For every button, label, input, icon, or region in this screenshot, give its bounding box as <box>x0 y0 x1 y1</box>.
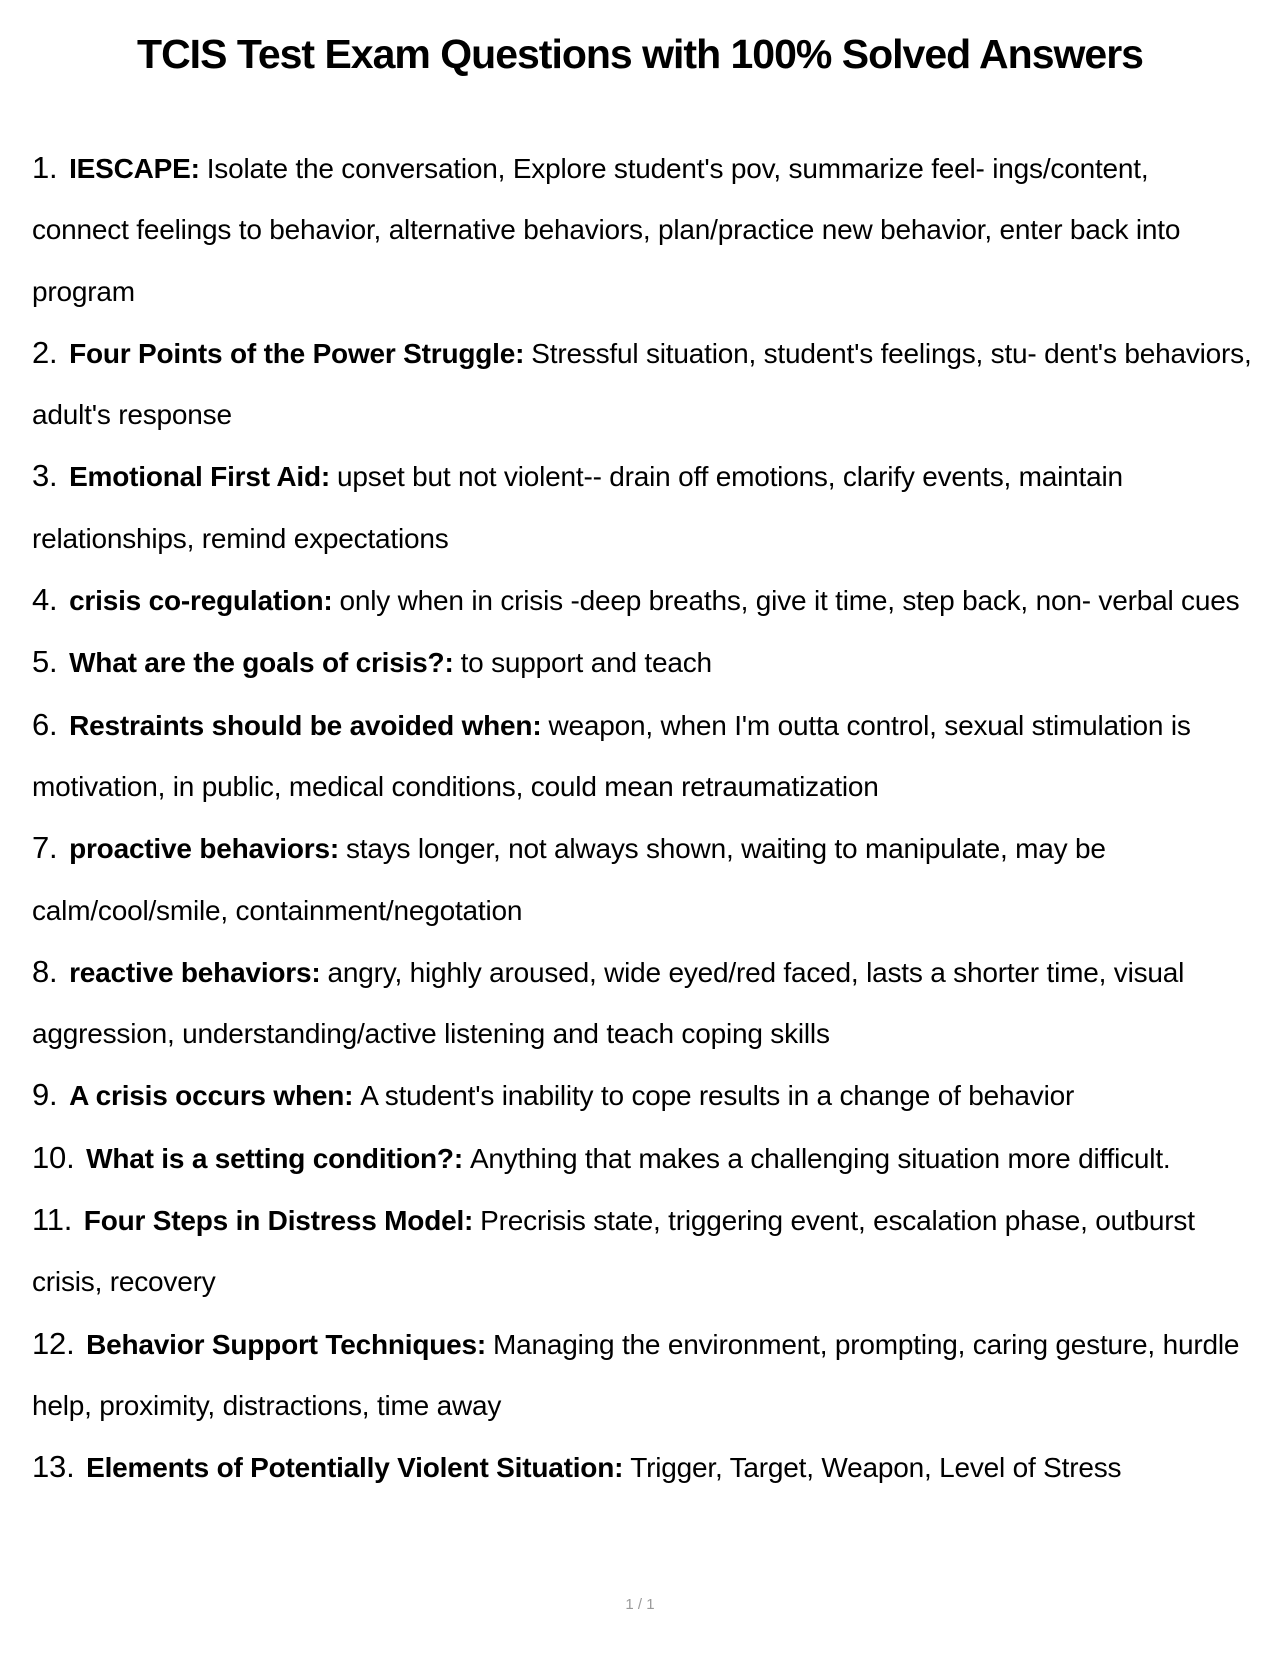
item-answer: Precrisis state, triggering event, escalation phase, outburst crisis, recovery <box>32 1205 1195 1298</box>
item-answer: stays longer, not always shown, waiting to manipulate, may be calm/cool/smile, containment/negotation <box>32 833 1106 926</box>
item-term: reactive behaviors: <box>69 956 321 988</box>
item-number: 4. <box>32 582 58 618</box>
list-item <box>32 1127 1252 1189</box>
item-term: Behavior Support Techniques: <box>86 1328 487 1360</box>
item-answer: to support and teach <box>460 647 712 679</box>
item-term: Elements of Potentially Violent Situation: <box>86 1452 624 1484</box>
page-indicator: 1 / 1 <box>625 1596 655 1613</box>
item-answer: Anything that makes a challenging situation more difficult. <box>469 1142 1171 1174</box>
list-item <box>32 569 1252 631</box>
list-item <box>32 817 1252 941</box>
item-term: Restraints should be avoided when: <box>69 709 542 741</box>
list-item <box>32 941 1252 1065</box>
item-answer: weapon, when I'm outta control, sexual stimulation is motivation, in public, medical conditions, could mean retraumatization <box>32 709 1191 802</box>
item-number: 11. <box>32 1202 73 1238</box>
item-term: What is a setting condition?: <box>86 1142 463 1174</box>
item-number: 3. <box>32 458 58 494</box>
item-term: IESCAPE: <box>69 153 200 184</box>
item-term: Emotional First Aid: <box>69 461 331 493</box>
list-item <box>32 445 1252 569</box>
item-answer: A student's inability to cope results in a change of behavior <box>360 1080 1075 1112</box>
list-item <box>32 631 1252 693</box>
item-number: 8. <box>32 953 58 989</box>
item-number: 13. <box>32 1449 75 1485</box>
item-number: 1. <box>32 150 58 185</box>
item-number: 10. <box>32 1139 75 1175</box>
item-term: A crisis occurs when: <box>69 1080 354 1112</box>
list-item <box>32 137 1252 322</box>
item-term: What are the goals of crisis?: <box>69 647 454 679</box>
item-term: Four Points of the Power Struggle: <box>69 337 525 369</box>
item-number: 5. <box>32 644 58 680</box>
item-term: Four Steps in Distress Model: <box>83 1205 474 1237</box>
list-item <box>32 1313 1252 1437</box>
page-title: TCIS Test Exam Questions with 100% Solved Answers <box>137 31 1143 77</box>
item-answer: only when in crisis -deep breaths, give it time, step back, non- verbal cues <box>339 585 1240 617</box>
list-item <box>32 694 1252 818</box>
list-item <box>32 322 1252 446</box>
list-item <box>32 1436 1252 1498</box>
item-answer: angry, highly aroused, wide eyed/red faced, lasts a shorter time, visual aggression, understanding/active listening and teach coping skills <box>32 956 1185 1050</box>
item-answer: Stressful situation, student's feelings, stu- dent's behaviors, adult's response <box>32 337 1252 431</box>
item-answer: Isolate the conversation, Explore student's pov, summarize feel- ings/content, connect feelings to behavior, alternative behaviors, plan/practice new behavior, enter back into program <box>32 153 1181 307</box>
question-list <box>32 137 1252 1499</box>
item-term: proactive behaviors: <box>69 833 339 865</box>
item-number: 12. <box>32 1325 75 1361</box>
list-item <box>32 1064 1252 1126</box>
item-number: 9. <box>32 1077 58 1113</box>
item-answer: Trigger, Target, Weapon, Level of Stress <box>630 1452 1122 1484</box>
item-answer: Managing the environment, prompting, caring gesture, hurdle help, proximity, distractions, time away <box>32 1328 1240 1421</box>
item-number: 7. <box>32 830 58 866</box>
item-number: 6. <box>32 706 58 742</box>
list-item <box>32 1189 1252 1313</box>
item-number: 2. <box>32 334 58 370</box>
item-term: crisis co-regulation: <box>69 585 333 617</box>
item-answer: upset but not violent-- drain off emotions, clarify events, maintain relationships, remind expectations <box>32 461 1123 554</box>
